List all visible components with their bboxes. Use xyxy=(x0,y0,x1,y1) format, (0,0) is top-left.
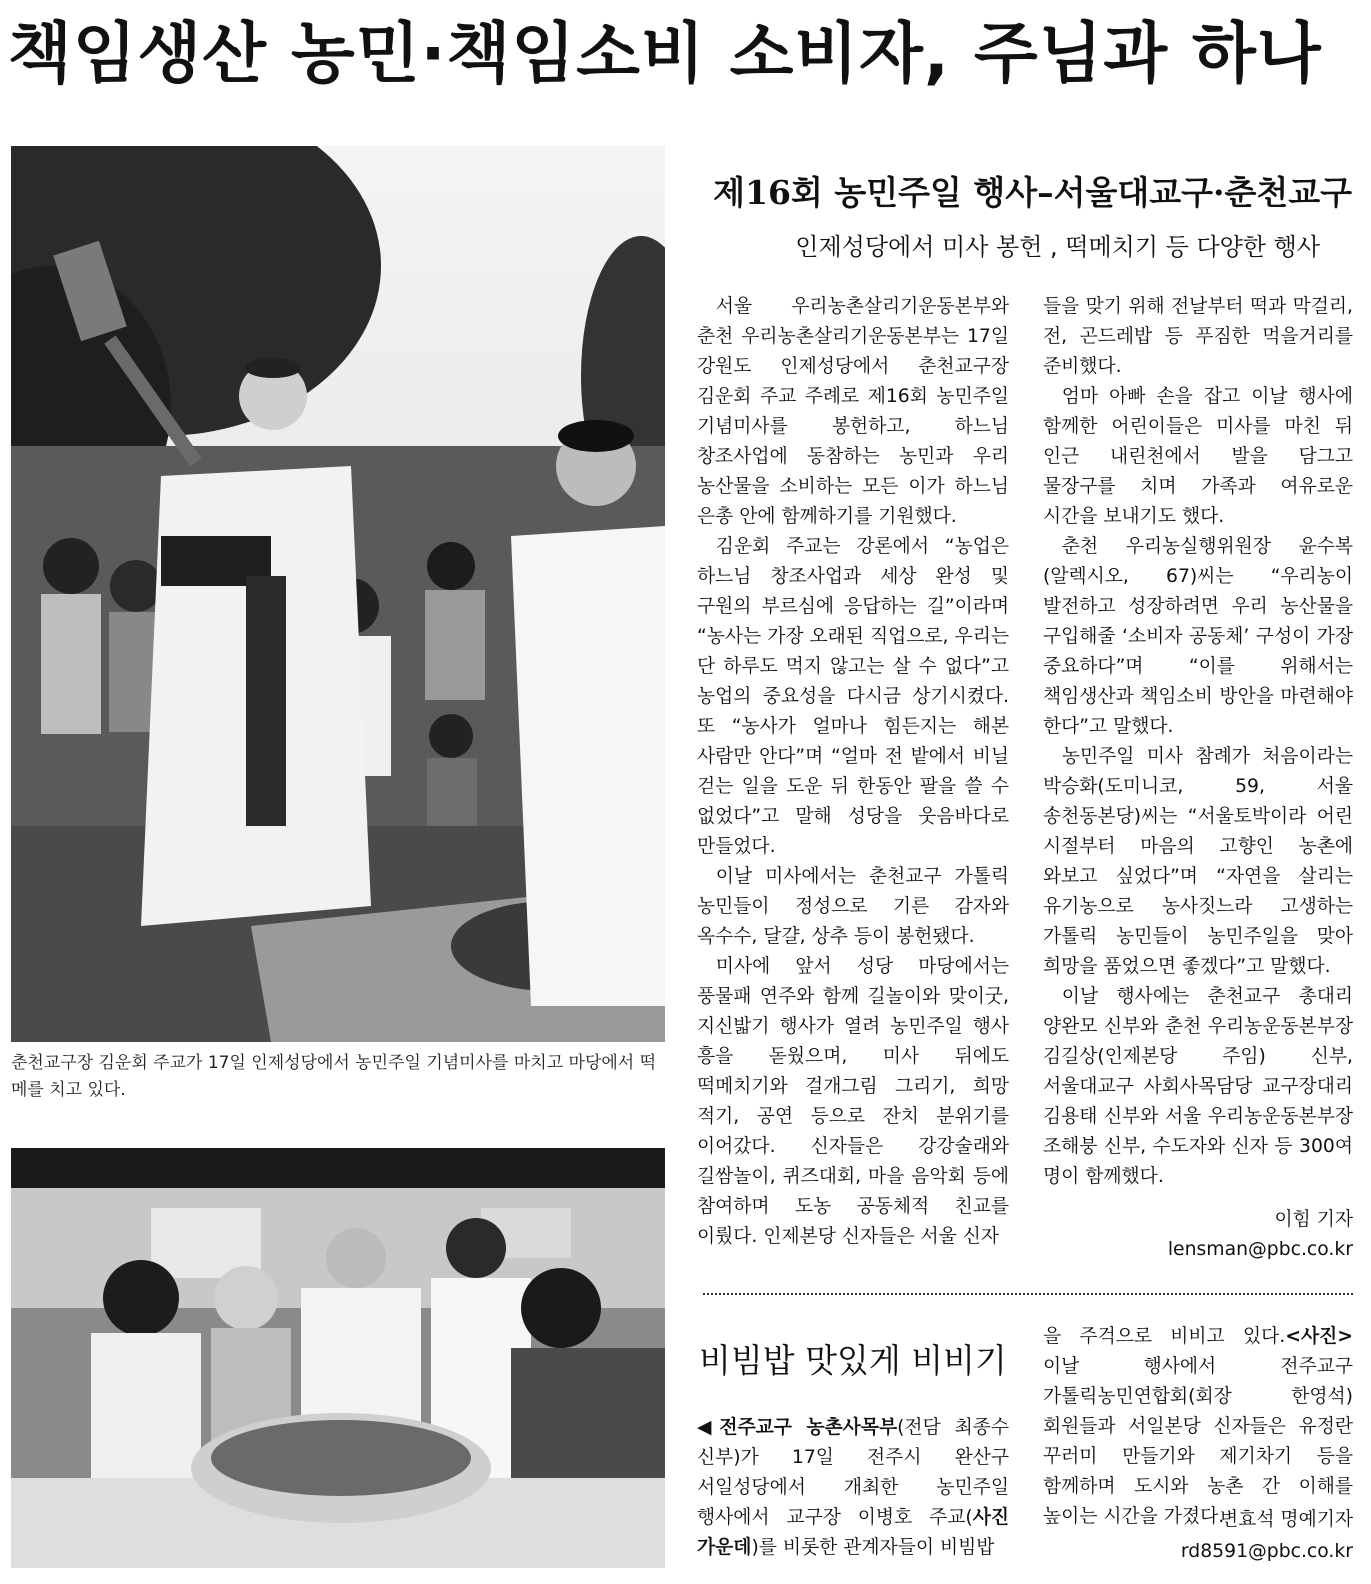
photo2-image xyxy=(11,1148,665,1568)
article-paragraph: 이날 미사에서는 춘천교구 가톨릭 농민들이 정성으로 기른 감자와 옥수수, 달걀, 상추 등이 봉헌됐다. xyxy=(697,866,1009,947)
photo1-image xyxy=(11,146,665,1042)
article-email: lensman@pbc.co.kr xyxy=(1167,1239,1353,1260)
article-paragraph: 서울 우리농촌살리기운동본부와 춘천 우리농촌살리기운동본부는 17일 강원도 인제성당에서 춘천교구장 김운회 주교 주례로 제16회 농민주일 기념미사를 봉헌하고, 하느님 창조사업에 동참하는 농민과 우리 농산물을 소비하는 모든 이가 하느님 은총 안에 함께하기를 기원했다. xyxy=(697,296,1009,527)
box-column-1 xyxy=(697,1413,1009,1563)
article-paragraph: 농민주일 미사 참례가 처음이라는 박승화(도미니코, 59, 서울 송천동본당)씨는 “서울토박이라 어린 시절부터 마음의 고향인 농촌에 와보고 싶었다”며 “자연을 살리는 유기농으로 농사짓느라 고생하는 가톨릭 농민들이 농민주일을 맞아 희망을 품었으면 좋겠다”고 말했다. xyxy=(1043,746,1353,977)
headline: 책임생산 농민·책임소비 소비자, 주님과 하나 xyxy=(8,15,1322,92)
article-paragraph: 춘천 우리농실행위원장 윤수복(알렉시오, 67)씨는 “우리농이 발전하고 성장하려면 우리 농산물을 구입해줄 ‘소비자 공동체’ 구성이 가장 중요하다”며 “이를 위해서는 책임생산과 책임소비 방안을 마련해야 한다”고 말했다. xyxy=(1043,536,1353,737)
article-paragraph: 김운회 주교는 강론에서 “농업은 하느님 창조사업과 세상 완성 및 구원의 부르심에 응답하는 길”이라며 “농사는 가장 오래된 직업으로, 우리는 단 하루도 먹지 않고는 살 수 없다”고 농업의 중요성을 다시금 상기시켰다. 또 “농사가 얼마나 힘든지는 해본 사람만 안다”며 “얼마 전 밭에서 비닐 걷는 일을 도운 뒤 한동안 팔을 쓸 수 없었다”고 말해 성당을 웃음바다로 만들었다. xyxy=(697,536,1009,857)
box-paragraph xyxy=(1043,1322,1353,1532)
box-column-2 xyxy=(1043,1322,1353,1532)
article-paragraph: 엄마 아빠 손을 잡고 이날 행사에 함께한 어린이들은 미사를 마친 뒤 인근 내린천에서 발을 담그고 물장구를 치며 가족과 여유로운 시간을 보내기도 했다. xyxy=(1043,386,1353,527)
box-photo-marker: <사진> xyxy=(1285,1326,1353,1347)
article-column-2 xyxy=(1043,292,1353,1192)
photo-bibimbap-mixing xyxy=(11,1148,665,1568)
box-email: rd8591@pbc.co.kr xyxy=(1180,1541,1353,1562)
box-title: 비빔밥 맛있게 비비기 xyxy=(699,1341,1007,1380)
article-paragraph: 들을 맞기 위해 전날부터 떡과 막걸리, 전, 곤드레밥 등 푸짐한 먹을거리를 준비했다. xyxy=(1043,296,1353,377)
article-paragraph: 미사에 앞서 성당 마당에서는 풍물패 연주와 함께 길놀이와 맞이굿, 지신밟기 행사가 열려 농민주일 행사 흥을 돋웠으며, 미사 뒤에도 떡메치기와 걸개그림 그리기, 희망 적기, 공연 등으로 잔치 분위기를 이어갔다. 신자들은 강강술래와 길쌈놀이, 퀴즈대회, 마을 음악회 등에 참여하며 도농 공동체적 친교를 이뤘다. 인제본당 신자들은 서울 신자 xyxy=(697,956,1009,1247)
article-byline: 이힘 기자 xyxy=(1274,1209,1353,1230)
article-title: 제16회 농민주일 행사–서울대교구·춘천교구 xyxy=(713,173,1352,212)
box-text: 이날 행사에서 전주교구 가톨릭농민연합회(회장 한영석) 회원들과 서일본당 신자들은 유정란 꾸러미 만들기와 제기차기 등을 함께하며 도시와 농촌 간 이해를 높이는 시간을 가졌다. xyxy=(1043,1356,1353,1527)
box-text-head: 을 주걱으로 비비고 있다. xyxy=(1043,1326,1286,1347)
box-paragraph xyxy=(697,1413,1009,1563)
box-lead: 전주교구 농촌사목부 xyxy=(719,1417,898,1438)
photo-rice-cake-pounding xyxy=(11,146,665,1042)
article-paragraph: 이날 행사에는 춘천교구 총대리 양완모 신부와 춘천 우리농운동본부장 김길상(인제본당 주임) 신부, 서울대교구 사회사목담당 교구장대리 김용태 신부와 서울 우리농운동본부장 조해붕 신부, 수도자와 신자 등 300여 명이 함께했다. xyxy=(1043,986,1353,1187)
article-deck: 인제성당에서 미사 봉헌 , 떡메치기 등 다양한 행사 xyxy=(795,233,1320,261)
box-photo-ref: 사진 가운데 xyxy=(697,1507,1009,1558)
box-byline: 변효석 명예기자 xyxy=(1220,1509,1353,1530)
box-text-tail: )를 비롯한 관계자들이 비빔밥 xyxy=(751,1537,995,1558)
box-text: (전담 최종수 신부)가 17일 전주시 완산구 서일성당에서 개최한 농민주일 행사에서 교구장 이병호 주교( xyxy=(697,1417,1010,1528)
article-column-1 xyxy=(697,292,1009,1252)
left-arrow-icon: ◀ xyxy=(697,1417,720,1438)
photo1-caption: 춘천교구장 김운회 주교가 17일 인제성당에서 농민주일 기념미사를 마치고 마당에서 떡메를 치고 있다. xyxy=(11,1053,657,1100)
section-divider xyxy=(703,1293,1353,1295)
